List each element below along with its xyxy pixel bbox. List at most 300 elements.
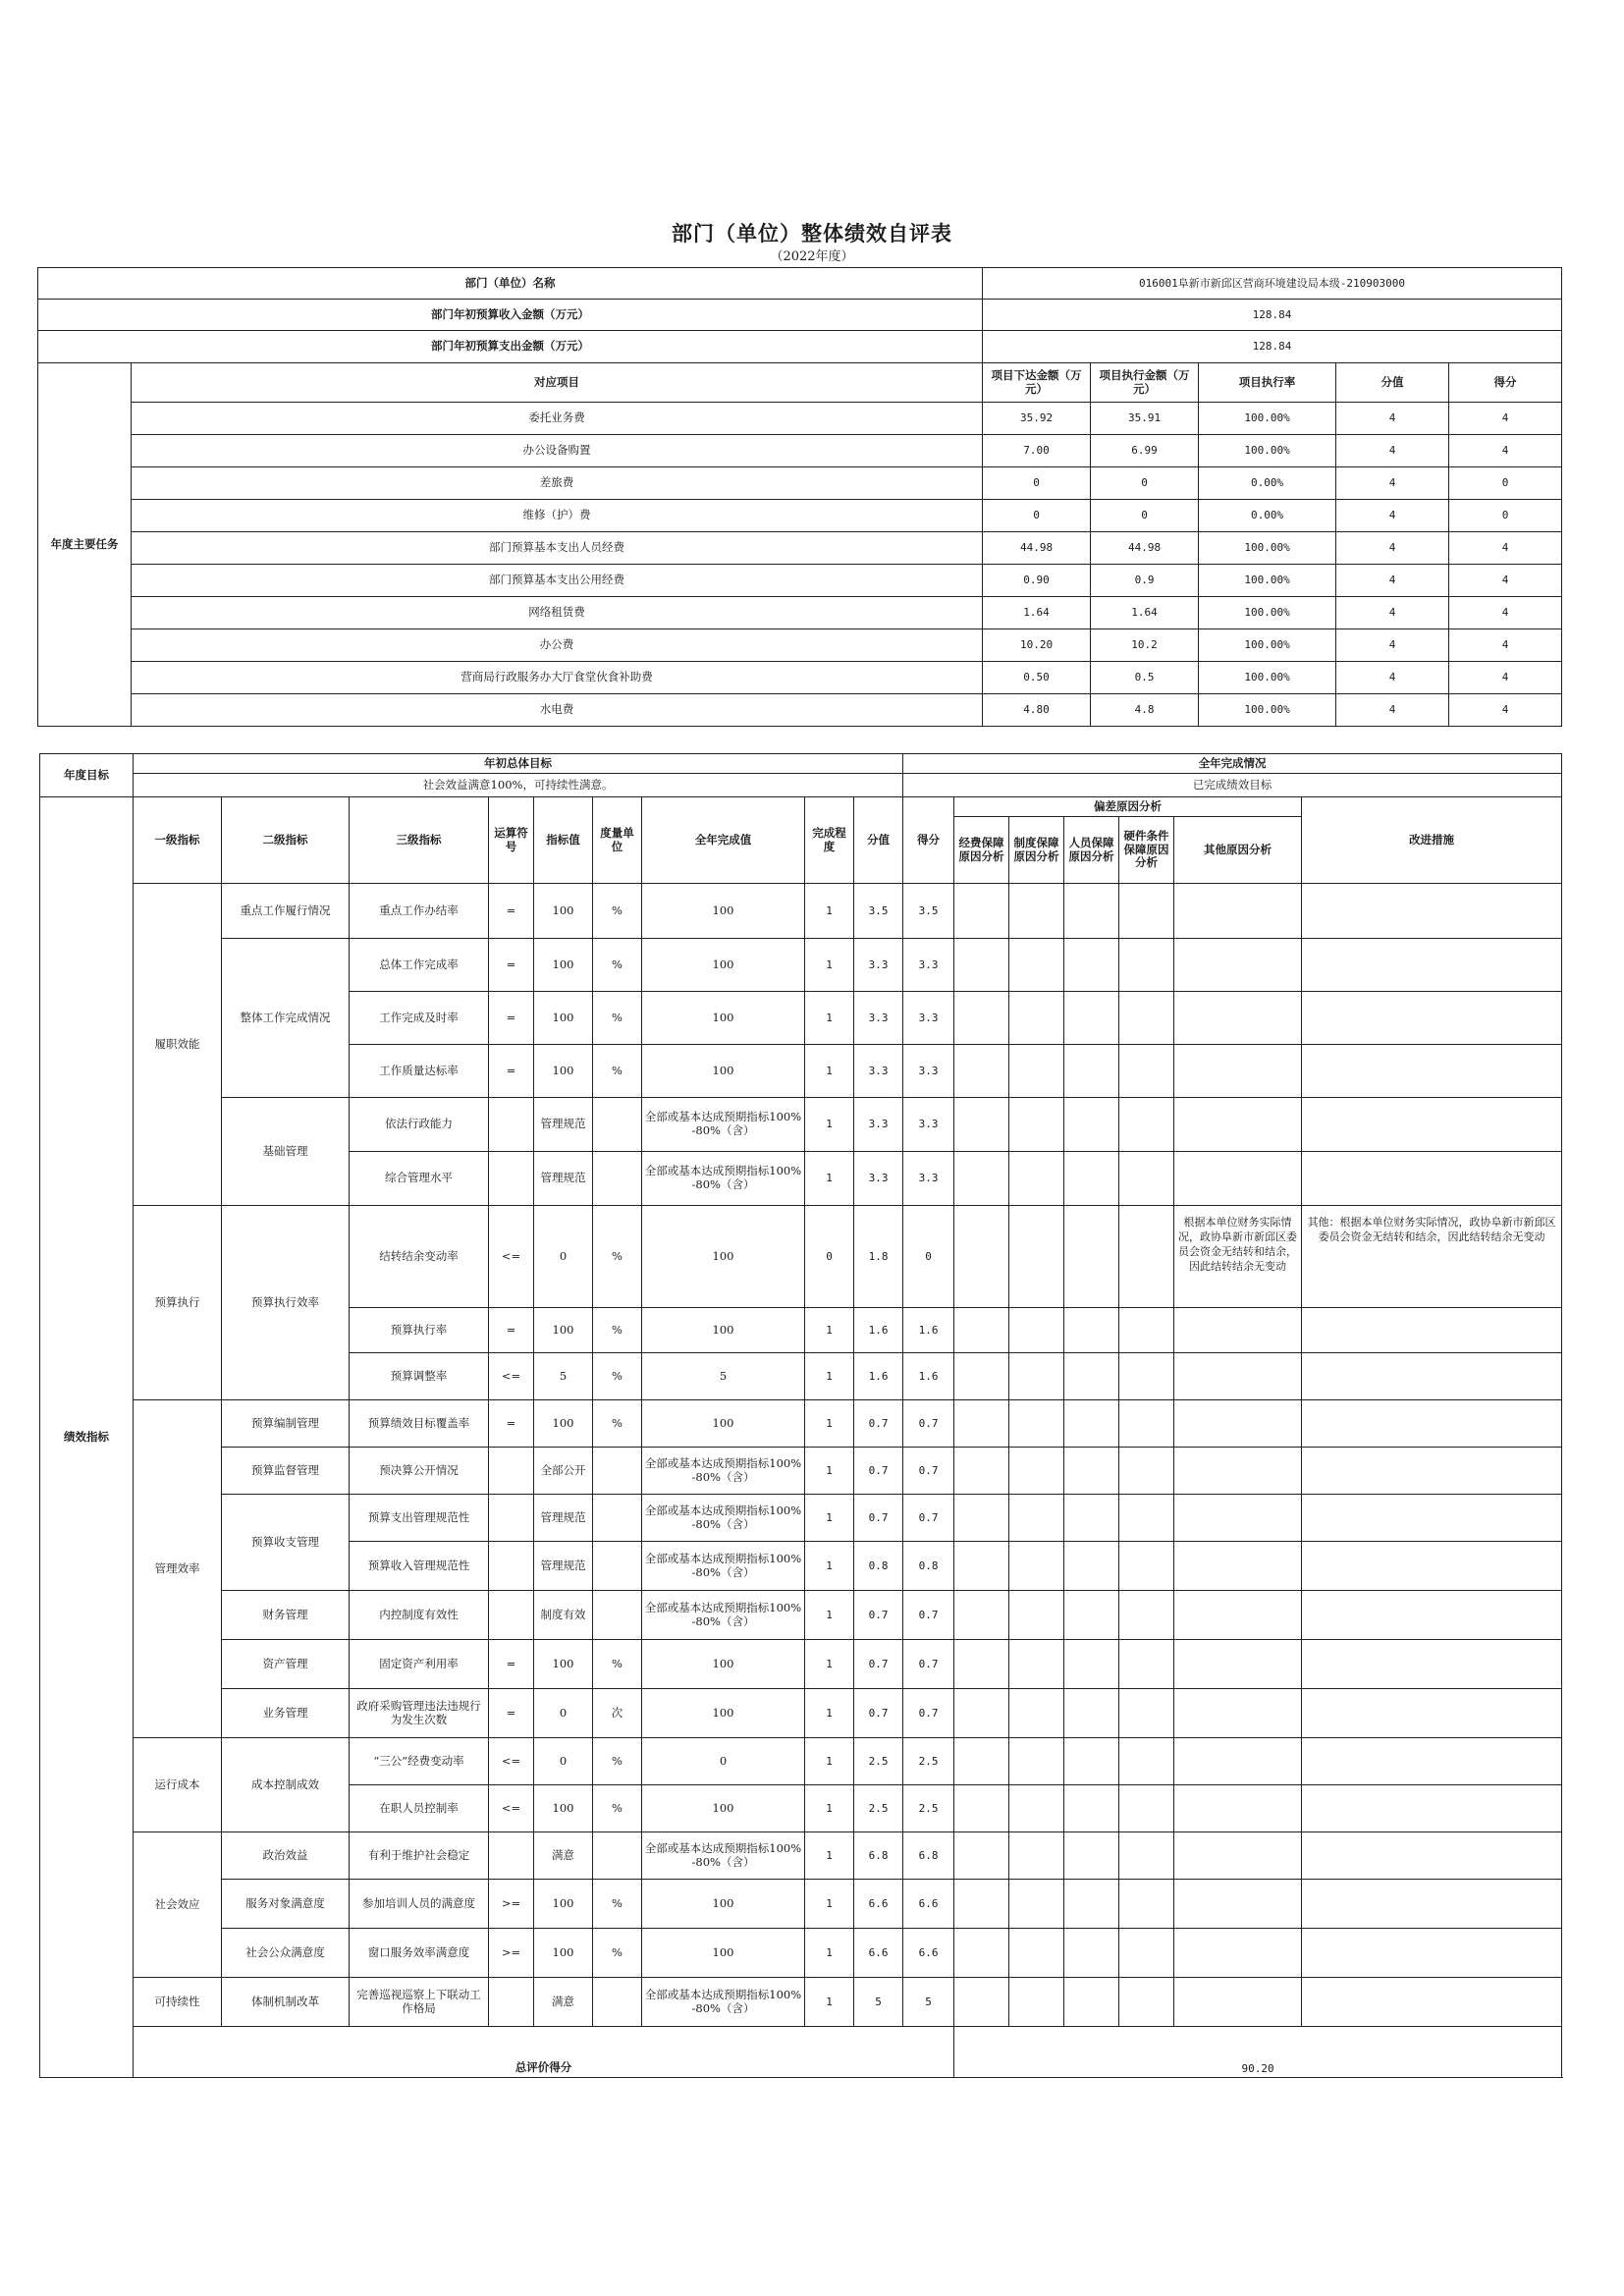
deviation-system xyxy=(1009,1929,1064,1978)
indicator-row xyxy=(40,1978,1562,2027)
task-budget: 44.98 xyxy=(983,532,1091,565)
improvement-measure xyxy=(1302,992,1562,1045)
indicator-target: 管理规范 xyxy=(534,1098,593,1152)
indicator-actual: 全部或基本达成预期指标100%-80%（含） xyxy=(642,1098,805,1152)
indicator-level2: 政治效益 xyxy=(222,1832,350,1880)
indicator-unit xyxy=(593,1448,642,1495)
indicator-score: 1.6 xyxy=(854,1353,903,1400)
task-name: 差旅费 xyxy=(132,467,983,500)
indicator-level1: 可持续性 xyxy=(134,1978,222,2027)
deviation-hardware xyxy=(1119,1978,1174,2027)
indicator-level3: 预算支出管理规范性 xyxy=(350,1495,489,1542)
indicator-got: 3.3 xyxy=(903,1045,954,1098)
indicator-unit: % xyxy=(593,1640,642,1689)
deviation-other xyxy=(1174,1738,1302,1785)
indicator-got: 3.3 xyxy=(903,1152,954,1206)
indicator-score: 0.7 xyxy=(854,1591,903,1640)
indicator-actual: 全部或基本达成预期指标100%-80%（含） xyxy=(642,1978,805,2027)
task-got: 0 xyxy=(1449,500,1562,532)
indicator-degree: 1 xyxy=(805,1832,854,1880)
indicator-level3: 预算执行率 xyxy=(350,1308,489,1353)
indicator-score: 3.5 xyxy=(854,884,903,939)
deviation-system xyxy=(1009,1045,1064,1098)
deviation-system xyxy=(1009,992,1064,1045)
task-exec: 35.91 xyxy=(1091,403,1199,435)
deviation-staff xyxy=(1064,1045,1119,1098)
indicator-degree: 1 xyxy=(805,1738,854,1785)
indicator-score: 2.5 xyxy=(854,1738,903,1785)
deviation-hardware xyxy=(1119,1098,1174,1152)
deviation-system xyxy=(1009,939,1064,992)
indicator-actual: 100 xyxy=(642,1689,805,1738)
indicator-actual: 全部或基本达成预期指标100%-80%（含） xyxy=(642,1152,805,1206)
indicator-level3: 重点工作办结率 xyxy=(350,884,489,939)
indicator-actual: 全部或基本达成预期指标100%-80%（含） xyxy=(642,1591,805,1640)
deviation-hardware xyxy=(1119,1353,1174,1400)
deviation-system xyxy=(1009,1880,1064,1929)
indicator-got: 0.7 xyxy=(903,1640,954,1689)
indicator-row xyxy=(40,1098,1562,1152)
deviation-other xyxy=(1174,1495,1302,1542)
deviation-funding xyxy=(954,1098,1009,1152)
indicator-level3: 内控制度有效性 xyxy=(350,1591,489,1640)
improvement-measure xyxy=(1302,1738,1562,1785)
indicator-degree: 1 xyxy=(805,939,854,992)
indicator-row xyxy=(40,1400,1562,1448)
task-budget: 0.90 xyxy=(983,565,1091,597)
indicator-degree: 1 xyxy=(805,1978,854,2027)
deviation-staff xyxy=(1064,1353,1119,1400)
task-name: 办公设备购置 xyxy=(132,435,983,467)
indicator-got: 6.8 xyxy=(903,1832,954,1880)
improvement-measure xyxy=(1302,1152,1562,1206)
indicator-score: 3.3 xyxy=(854,1098,903,1152)
improvement-measure xyxy=(1302,1640,1562,1689)
task-got: 4 xyxy=(1449,532,1562,565)
deviation-system xyxy=(1009,884,1064,939)
deviation-hardware xyxy=(1119,1045,1174,1098)
indicator-target: 100 xyxy=(534,992,593,1045)
indicator-score: 6.8 xyxy=(854,1832,903,1880)
task-rate: 100.00% xyxy=(1199,662,1336,694)
indicator-got: 3.3 xyxy=(903,939,954,992)
indicator-score: 6.6 xyxy=(854,1929,903,1978)
goals-initial-value: 社会效益满意100%，可持续性满意。 xyxy=(134,774,903,797)
indicator-operator: = xyxy=(489,992,534,1045)
hdr-d4: 硬件条件保障原因分析 xyxy=(1119,817,1174,884)
deviation-system xyxy=(1009,1542,1064,1591)
hdr-measure: 改进措施 xyxy=(1302,797,1562,884)
deviation-hardware xyxy=(1119,1495,1174,1542)
indicator-row xyxy=(40,1206,1562,1308)
indicator-score: 3.3 xyxy=(854,939,903,992)
task-score: 4 xyxy=(1336,694,1449,727)
task-name: 网络租赁费 xyxy=(132,597,983,629)
indicator-operator: <= xyxy=(489,1353,534,1400)
task-score: 4 xyxy=(1336,597,1449,629)
deviation-staff xyxy=(1064,1098,1119,1152)
indicator-degree: 1 xyxy=(805,1785,854,1832)
expense-value: 128.84 xyxy=(983,331,1562,363)
indicator-target: 100 xyxy=(534,1045,593,1098)
deviation-funding xyxy=(954,939,1009,992)
improvement-measure xyxy=(1302,1308,1562,1353)
indicator-got: 3.3 xyxy=(903,1098,954,1152)
task-score: 4 xyxy=(1336,629,1449,662)
hdr-deviation: 偏差原因分析 xyxy=(954,797,1302,817)
indicators-section-label: 绩效指标 xyxy=(40,797,134,2078)
indicator-level3: 预决算公开情况 xyxy=(350,1448,489,1495)
indicator-degree: 1 xyxy=(805,1098,854,1152)
indicator-level3: 总体工作完成率 xyxy=(350,939,489,992)
task-row xyxy=(38,565,1562,597)
task-got: 4 xyxy=(1449,629,1562,662)
indicator-actual: 100 xyxy=(642,939,805,992)
task-name: 营商局行政服务办大厅食堂伙食补助费 xyxy=(132,662,983,694)
task-rate: 100.00% xyxy=(1199,403,1336,435)
indicator-target: 100 xyxy=(534,884,593,939)
indicator-level3: 依法行政能力 xyxy=(350,1098,489,1152)
indicator-actual: 全部或基本达成预期指标100%-80%（含） xyxy=(642,1448,805,1495)
indicator-degree: 0 xyxy=(805,1206,854,1308)
deviation-other xyxy=(1174,1929,1302,1978)
task-got: 4 xyxy=(1449,662,1562,694)
deviation-other xyxy=(1174,1353,1302,1400)
deviation-staff xyxy=(1064,1929,1119,1978)
deviation-staff xyxy=(1064,1308,1119,1353)
task-got: 4 xyxy=(1449,403,1562,435)
indicator-target: 100 xyxy=(534,1785,593,1832)
indicator-unit: % xyxy=(593,1929,642,1978)
indicator-target: 制度有效 xyxy=(534,1591,593,1640)
hdr-got: 得分 xyxy=(903,797,954,884)
indicator-row xyxy=(40,884,1562,939)
indicator-score: 3.3 xyxy=(854,1045,903,1098)
deviation-staff xyxy=(1064,1738,1119,1785)
indicator-degree: 1 xyxy=(805,1448,854,1495)
indicator-unit: % xyxy=(593,1308,642,1353)
deviation-funding xyxy=(954,1206,1009,1308)
hdr-actual: 全年完成值 xyxy=(642,797,805,884)
deviation-hardware xyxy=(1119,1448,1174,1495)
deviation-staff xyxy=(1064,1689,1119,1738)
indicator-level2: 预算监督管理 xyxy=(222,1448,350,1495)
improvement-measure xyxy=(1302,1689,1562,1738)
deviation-other xyxy=(1174,1640,1302,1689)
improvement-measure xyxy=(1302,1495,1562,1542)
indicator-actual: 全部或基本达成预期指标100%-80%（含） xyxy=(642,1495,805,1542)
deviation-system xyxy=(1009,1098,1064,1152)
task-name: 部门预算基本支出人员经费 xyxy=(132,532,983,565)
indicator-operator xyxy=(489,1448,534,1495)
indicator-level2: 财务管理 xyxy=(222,1591,350,1640)
indicator-actual: 100 xyxy=(642,884,805,939)
task-score: 4 xyxy=(1336,403,1449,435)
indicator-operator: >= xyxy=(489,1929,534,1978)
indicator-row xyxy=(40,1929,1562,1978)
indicator-degree: 1 xyxy=(805,884,854,939)
deviation-system xyxy=(1009,1400,1064,1448)
hdr-l3: 三级指标 xyxy=(350,797,489,884)
deviation-staff xyxy=(1064,1542,1119,1591)
indicator-got: 6.6 xyxy=(903,1880,954,1929)
improvement-measure xyxy=(1302,884,1562,939)
indicator-unit: % xyxy=(593,992,642,1045)
indicator-target: 0 xyxy=(534,1738,593,1785)
indicator-score: 0.7 xyxy=(854,1448,903,1495)
deviation-staff xyxy=(1064,1152,1119,1206)
indicator-unit: % xyxy=(593,1880,642,1929)
indicator-unit: 次 xyxy=(593,1689,642,1738)
indicator-level3: 预算调整率 xyxy=(350,1353,489,1400)
task-row xyxy=(38,629,1562,662)
indicator-operator xyxy=(489,1542,534,1591)
indicator-operator: = xyxy=(489,1308,534,1353)
task-row xyxy=(38,597,1562,629)
indicator-got: 2.5 xyxy=(903,1738,954,1785)
indicator-operator: <= xyxy=(489,1206,534,1308)
hdr-degree: 完成程度 xyxy=(805,797,854,884)
deviation-hardware xyxy=(1119,1929,1174,1978)
task-exec: 1.64 xyxy=(1091,597,1199,629)
hdr-score: 分值 xyxy=(854,797,903,884)
indicator-target: 全部公开 xyxy=(534,1448,593,1495)
deviation-hardware xyxy=(1119,1206,1174,1308)
improvement-measure xyxy=(1302,1400,1562,1448)
tasks-col-rate: 项目执行率 xyxy=(1199,363,1336,403)
indicator-score: 0.7 xyxy=(854,1495,903,1542)
task-score: 4 xyxy=(1336,467,1449,500)
goals-done-value: 已完成绩效目标 xyxy=(903,774,1562,797)
tasks-section-label: 年度主要任务 xyxy=(38,363,132,727)
deviation-staff xyxy=(1064,1495,1119,1542)
task-name: 水电费 xyxy=(132,694,983,727)
indicator-got: 0.8 xyxy=(903,1542,954,1591)
task-exec: 4.8 xyxy=(1091,694,1199,727)
deviation-system xyxy=(1009,1785,1064,1832)
deviation-staff xyxy=(1064,992,1119,1045)
task-rate: 100.00% xyxy=(1199,694,1336,727)
task-budget: 1.64 xyxy=(983,597,1091,629)
indicator-actual: 0 xyxy=(642,1738,805,1785)
indicator-operator xyxy=(489,1152,534,1206)
deviation-staff xyxy=(1064,939,1119,992)
task-row xyxy=(38,403,1562,435)
deviation-hardware xyxy=(1119,1880,1174,1929)
deviation-other xyxy=(1174,1689,1302,1738)
indicator-unit: % xyxy=(593,1353,642,1400)
indicator-got: 3.5 xyxy=(903,884,954,939)
indicator-level2: 成本控制成效 xyxy=(222,1738,350,1832)
indicator-target: 满意 xyxy=(534,1832,593,1880)
task-exec: 10.2 xyxy=(1091,629,1199,662)
deviation-system xyxy=(1009,1591,1064,1640)
indicator-got: 1.6 xyxy=(903,1353,954,1400)
indicator-target: 0 xyxy=(534,1206,593,1308)
task-score: 4 xyxy=(1336,532,1449,565)
indicator-actual: 100 xyxy=(642,1206,805,1308)
deviation-system xyxy=(1009,1495,1064,1542)
indicator-level2: 基础管理 xyxy=(222,1098,350,1206)
indicator-level2: 整体工作完成情况 xyxy=(222,939,350,1098)
tasks-col-got: 得分 xyxy=(1449,363,1562,403)
deviation-system xyxy=(1009,1689,1064,1738)
indicator-target: 100 xyxy=(534,1400,593,1448)
task-row xyxy=(38,435,1562,467)
indicator-level2: 预算收支管理 xyxy=(222,1495,350,1591)
indicator-score: 1.8 xyxy=(854,1206,903,1308)
indicator-unit: % xyxy=(593,1206,642,1308)
deviation-other xyxy=(1174,1880,1302,1929)
indicator-unit: % xyxy=(593,1400,642,1448)
deviation-staff xyxy=(1064,1785,1119,1832)
deviation-hardware xyxy=(1119,1832,1174,1880)
task-exec: 0 xyxy=(1091,500,1199,532)
improvement-measure xyxy=(1302,1542,1562,1591)
indicator-level1: 运行成本 xyxy=(134,1738,222,1832)
deviation-hardware xyxy=(1119,1591,1174,1640)
indicator-unit: % xyxy=(593,939,642,992)
task-got: 4 xyxy=(1449,565,1562,597)
deviation-other xyxy=(1174,1152,1302,1206)
indicator-level3: 参加培训人员的满意度 xyxy=(350,1880,489,1929)
tasks-col-item: 对应项目 xyxy=(132,363,983,403)
task-exec: 44.98 xyxy=(1091,532,1199,565)
deviation-other xyxy=(1174,1591,1302,1640)
indicator-target: 管理规范 xyxy=(534,1495,593,1542)
total-label: 总评价得分 xyxy=(134,2027,954,2078)
task-row xyxy=(38,694,1562,727)
indicator-score: 0.7 xyxy=(854,1400,903,1448)
indicator-score: 2.5 xyxy=(854,1785,903,1832)
indicator-row xyxy=(40,1689,1562,1738)
deviation-funding xyxy=(954,1495,1009,1542)
goals-initial-label: 年初总体目标 xyxy=(134,754,903,774)
hdr-d1: 经费保障原因分析 xyxy=(954,817,1009,884)
indicator-score: 0.8 xyxy=(854,1542,903,1591)
deviation-staff xyxy=(1064,1640,1119,1689)
expense-label: 部门年初预算支出金额（万元） xyxy=(38,331,983,363)
deviation-other xyxy=(1174,1400,1302,1448)
task-row xyxy=(38,532,1562,565)
task-row xyxy=(38,467,1562,500)
dept-name-value: 016001阜新市新邱区营商环境建设局本级-210903000 xyxy=(983,268,1562,300)
deviation-hardware xyxy=(1119,884,1174,939)
indicator-score: 0.7 xyxy=(854,1640,903,1689)
task-budget: 0.50 xyxy=(983,662,1091,694)
deviation-funding xyxy=(954,884,1009,939)
indicator-level2: 服务对象满意度 xyxy=(222,1880,350,1929)
indicator-got: 0 xyxy=(903,1206,954,1308)
indicator-got: 3.3 xyxy=(903,992,954,1045)
task-score: 4 xyxy=(1336,435,1449,467)
indicator-target: 100 xyxy=(534,939,593,992)
deviation-other xyxy=(1174,939,1302,992)
indicator-unit xyxy=(593,1152,642,1206)
indicator-degree: 1 xyxy=(805,1353,854,1400)
deviation-other xyxy=(1174,1978,1302,2027)
indicator-actual: 100 xyxy=(642,1880,805,1929)
indicator-degree: 1 xyxy=(805,1929,854,1978)
deviation-system xyxy=(1009,1978,1064,2027)
indicator-row xyxy=(40,1738,1562,1785)
indicator-level3: 预算绩效目标覆盖率 xyxy=(350,1400,489,1448)
deviation-other xyxy=(1174,1785,1302,1832)
hdr-target: 指标值 xyxy=(534,797,593,884)
page-title: 部门（单位）整体绩效自评表 xyxy=(672,221,952,246)
task-rate: 0.00% xyxy=(1199,500,1336,532)
indicator-target: 100 xyxy=(534,1640,593,1689)
deviation-funding xyxy=(954,1880,1009,1929)
hdr-d2: 制度保障原因分析 xyxy=(1009,817,1064,884)
overview-table xyxy=(37,267,1562,727)
indicator-degree: 1 xyxy=(805,1542,854,1591)
deviation-system xyxy=(1009,1832,1064,1880)
deviation-staff xyxy=(1064,1591,1119,1640)
indicator-score: 1.6 xyxy=(854,1308,903,1353)
deviation-funding xyxy=(954,1152,1009,1206)
indicator-unit: % xyxy=(593,1785,642,1832)
task-exec: 0 xyxy=(1091,467,1199,500)
improvement-measure xyxy=(1302,1880,1562,1929)
task-got: 4 xyxy=(1449,597,1562,629)
indicator-unit: % xyxy=(593,884,642,939)
deviation-hardware xyxy=(1119,939,1174,992)
deviation-funding xyxy=(954,1448,1009,1495)
improvement-measure: 其他：根据本单位财务实际情况，政协阜新市新邱区委员会资金无结转和结余，因此结转结余无变动 xyxy=(1302,1206,1562,1308)
deviation-system xyxy=(1009,1738,1064,1785)
indicator-level2: 社会公众满意度 xyxy=(222,1929,350,1978)
tasks-col-score: 分值 xyxy=(1336,363,1449,403)
task-budget: 10.20 xyxy=(983,629,1091,662)
indicator-operator: = xyxy=(489,1045,534,1098)
indicator-level2: 预算编制管理 xyxy=(222,1400,350,1448)
deviation-other xyxy=(1174,1448,1302,1495)
indicator-operator xyxy=(489,1591,534,1640)
indicator-got: 0.7 xyxy=(903,1591,954,1640)
indicator-level3: 综合管理水平 xyxy=(350,1152,489,1206)
indicator-operator xyxy=(489,1098,534,1152)
task-budget: 0 xyxy=(983,500,1091,532)
deviation-staff xyxy=(1064,1400,1119,1448)
indicator-actual: 100 xyxy=(642,1785,805,1832)
improvement-measure xyxy=(1302,1353,1562,1400)
deviation-system xyxy=(1009,1448,1064,1495)
indicator-unit xyxy=(593,1542,642,1591)
indicator-degree: 1 xyxy=(805,1152,854,1206)
indicator-actual: 100 xyxy=(642,1308,805,1353)
task-got: 0 xyxy=(1449,467,1562,500)
deviation-funding xyxy=(954,1929,1009,1978)
task-got: 4 xyxy=(1449,694,1562,727)
indicator-actual: 全部或基本达成预期指标100%-80%（含） xyxy=(642,1542,805,1591)
deviation-hardware xyxy=(1119,1542,1174,1591)
task-exec: 6.99 xyxy=(1091,435,1199,467)
task-exec: 0.5 xyxy=(1091,662,1199,694)
task-budget: 7.00 xyxy=(983,435,1091,467)
indicator-operator xyxy=(489,1978,534,2027)
improvement-measure xyxy=(1302,1591,1562,1640)
income-value: 128.84 xyxy=(983,300,1562,331)
deviation-other xyxy=(1174,1308,1302,1353)
indicator-score: 3.3 xyxy=(854,1152,903,1206)
task-score: 4 xyxy=(1336,500,1449,532)
indicator-level3: 工作完成及时率 xyxy=(350,992,489,1045)
indicator-operator xyxy=(489,1495,534,1542)
indicator-actual: 100 xyxy=(642,1640,805,1689)
deviation-system xyxy=(1009,1206,1064,1308)
improvement-measure xyxy=(1302,1045,1562,1098)
